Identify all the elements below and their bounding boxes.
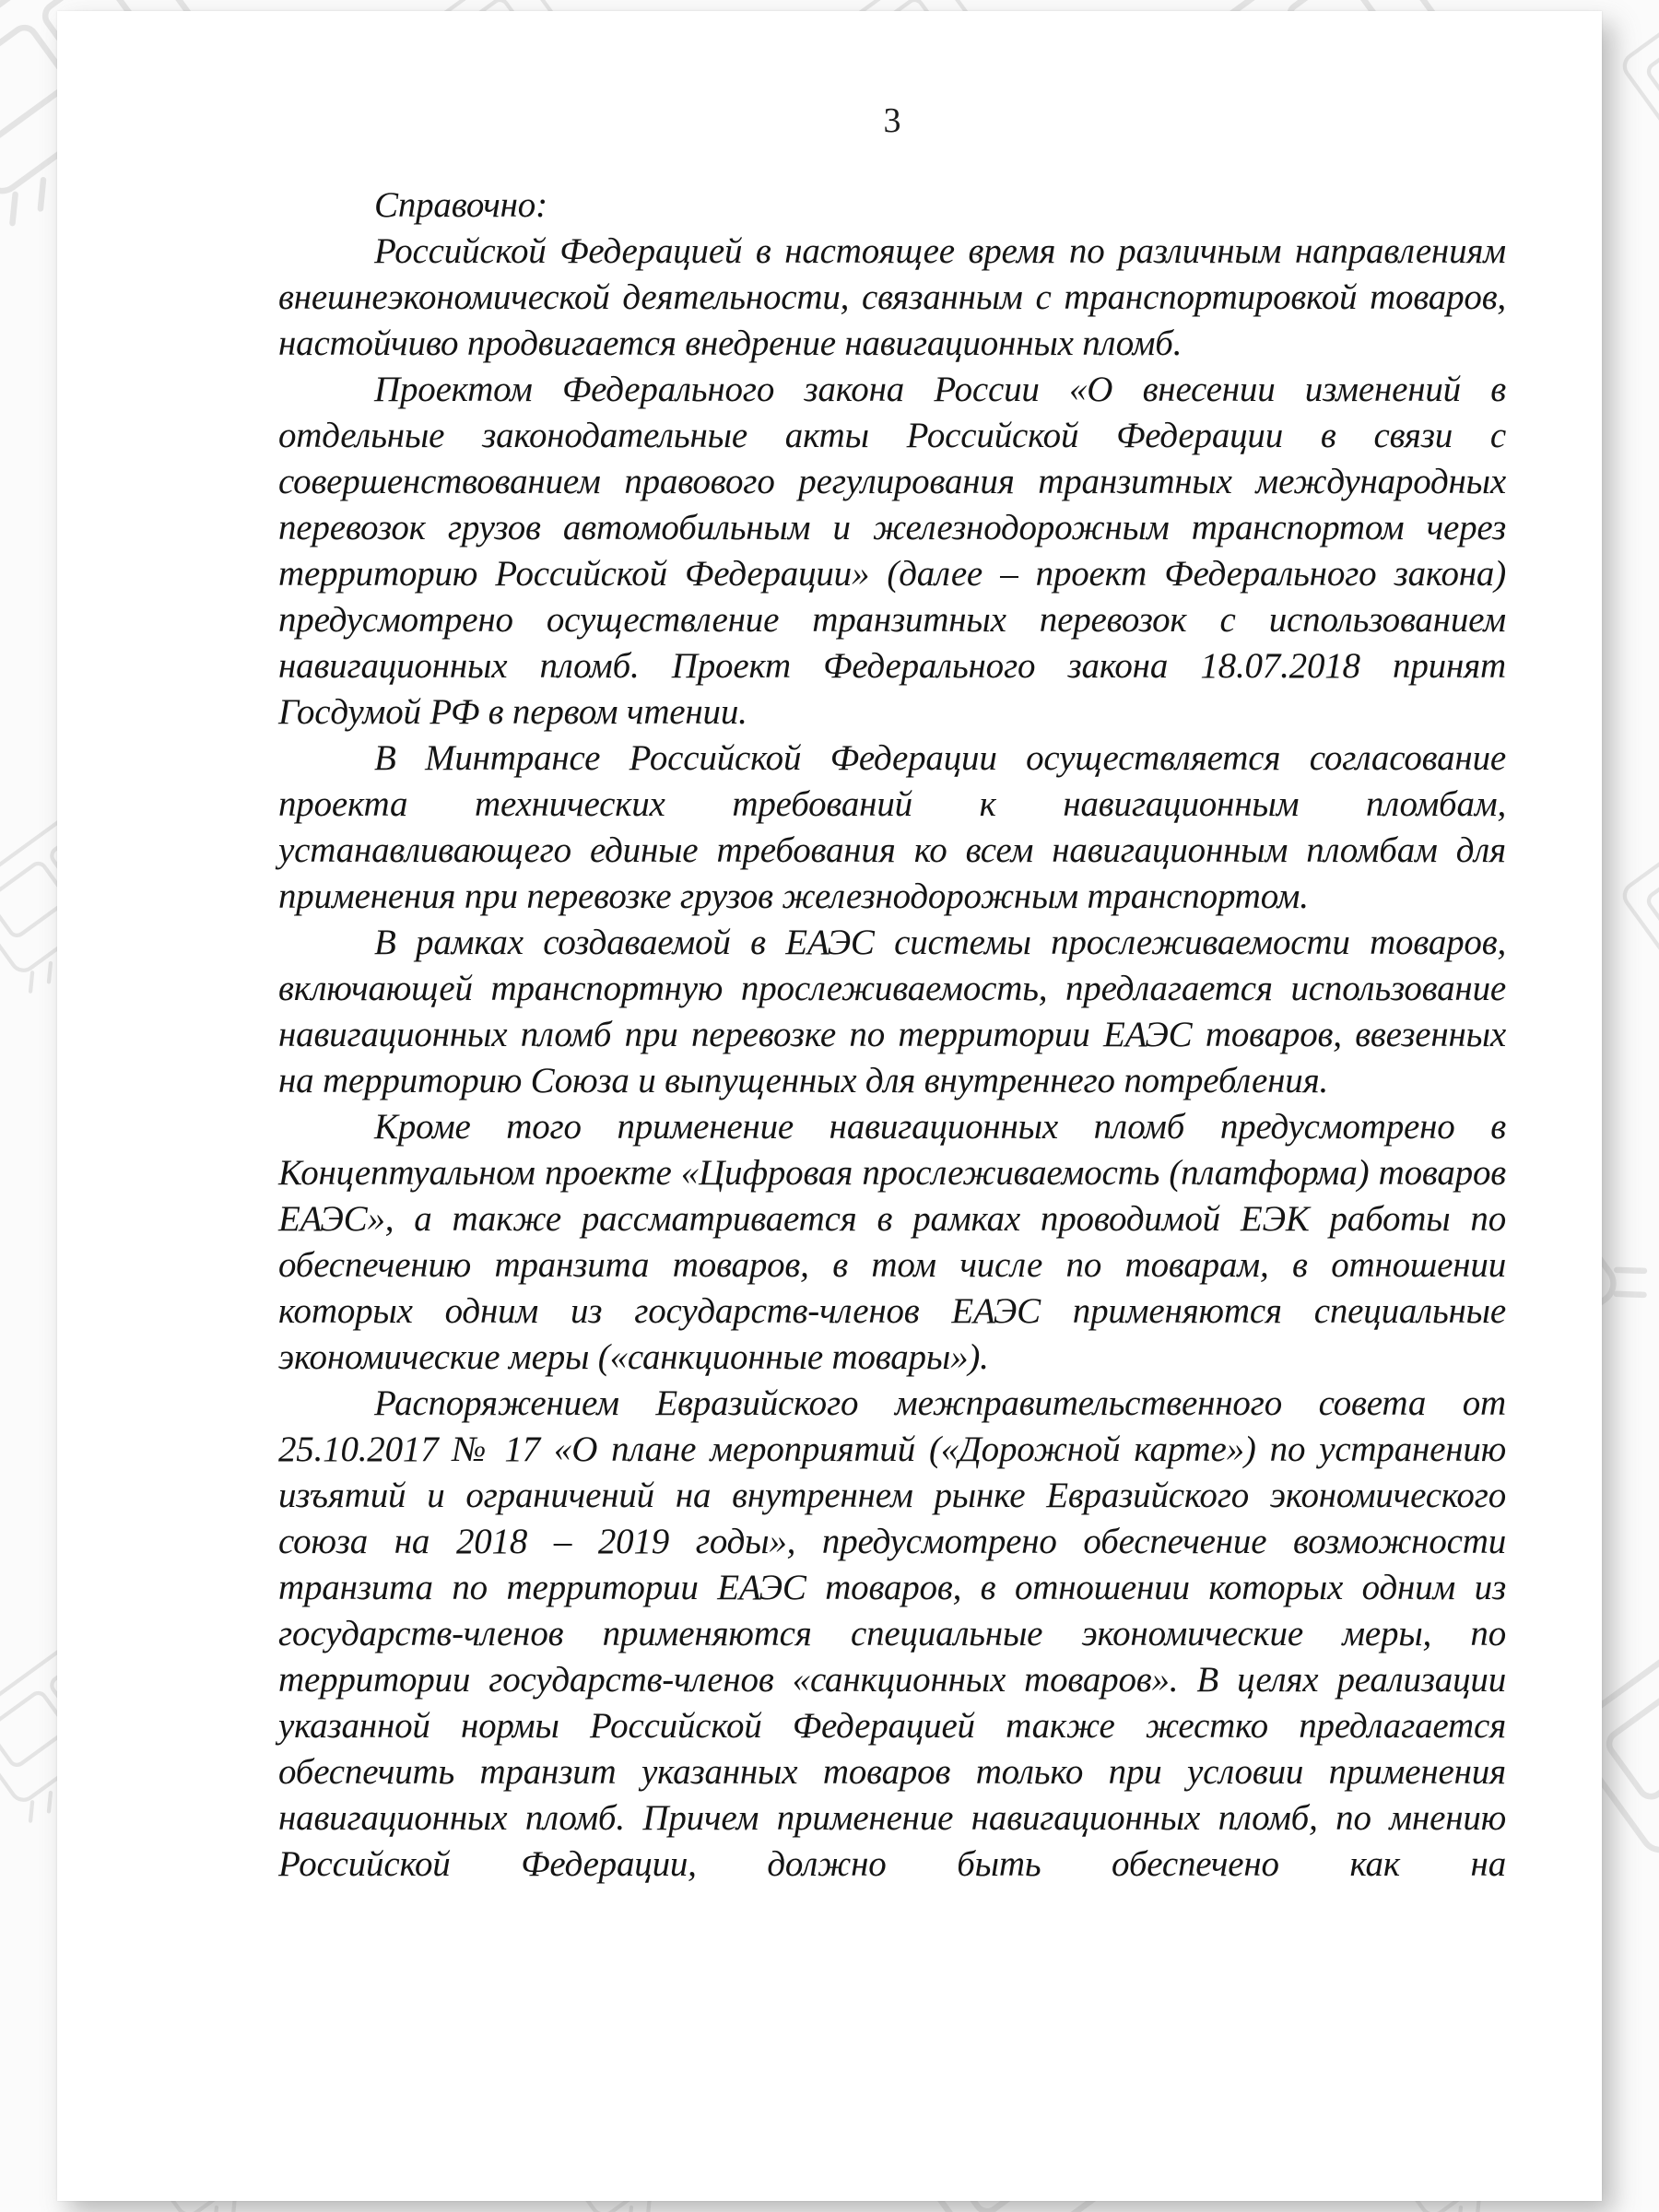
paragraph: В Минтрансе Российской Федерации осуществляется согласование проекта технических требований к навигационным пломбам, устанавливающего единые требования ко всем навигационным пломбам для применения при перевозке грузов железнодорожным транспортом. <box>278 738 1506 916</box>
section-heading: Справочно: <box>374 185 547 225</box>
page-number: 3 <box>883 101 901 140</box>
paragraph: В рамках создаваемой в ЕАЭС системы прослеживаемости товаров, включающей транспортную прослеживаемость, предлагается использование навигационных пломб при перевозке по территории ЕАЭС товаров, ввезенных на территорию Союза и выпущенных для внутреннего потребления. <box>278 923 1506 1100</box>
paragraph: Кроме того применение навигационных пломб предусмотрено в Концептуальном проекте «Цифровая прослеживаемость (платформа) товаров ЕАЭС», а также рассматривается в рамках проводимой ЕЭК работы по обеспечению транзита товаров, в том числе по товарам, в отношении которых одним из государств-членов ЕАЭС применяются специальные экономические меры («санкционные товары»). <box>278 1107 1506 1377</box>
paragraph: Распоряжением Евразийского межправительственного совета от 25.10.2017 № 17 «О плане мероприятий («Дорожной карте») по устранению изъятий и ограничений на внутреннем рынке Евразийского экономического союза на 2018 – 2019 годы», предусмотрено обеспечение возможности транзита по территории ЕАЭС товаров, в отношении которых одним из государств-членов применяются специальные экономические меры, по территории государств-членов «санкционных товаров». В целях реализации указанной нормы Российской Федерацией также жестко предлагается обеспечить транзит указанных товаров только при условии применения навигационных пломб. Причем применение навигационных пломб, по мнению Российской Федерации, должно быть обеспечено как на <box>278 1383 1506 1884</box>
document-page <box>57 11 1602 2201</box>
paragraph: Проектом Федерального закона России «О внесении изменений в отдельные законодательные акты Российской Федерации в связи с совершенствованием правового регулирования транзитных международных перевозок грузов автомобильным и железнодорожным транспортом через территорию Российской Федерации» (далее – проект Федерального закона) предусмотрено осуществление транзитных перевозок с использованием навигационных пломб. Проект Федерального закона 18.07.2018 принят Госдумой РФ в первом чтении. <box>278 370 1506 732</box>
document-body <box>278 182 1506 1888</box>
paragraph: Российской Федерацией в настоящее время по различным направлениям внешнеэкономической деятельности, связанным с транспортировкой товаров, настойчиво продвигается внедрение навигационных пломб. <box>278 231 1506 363</box>
